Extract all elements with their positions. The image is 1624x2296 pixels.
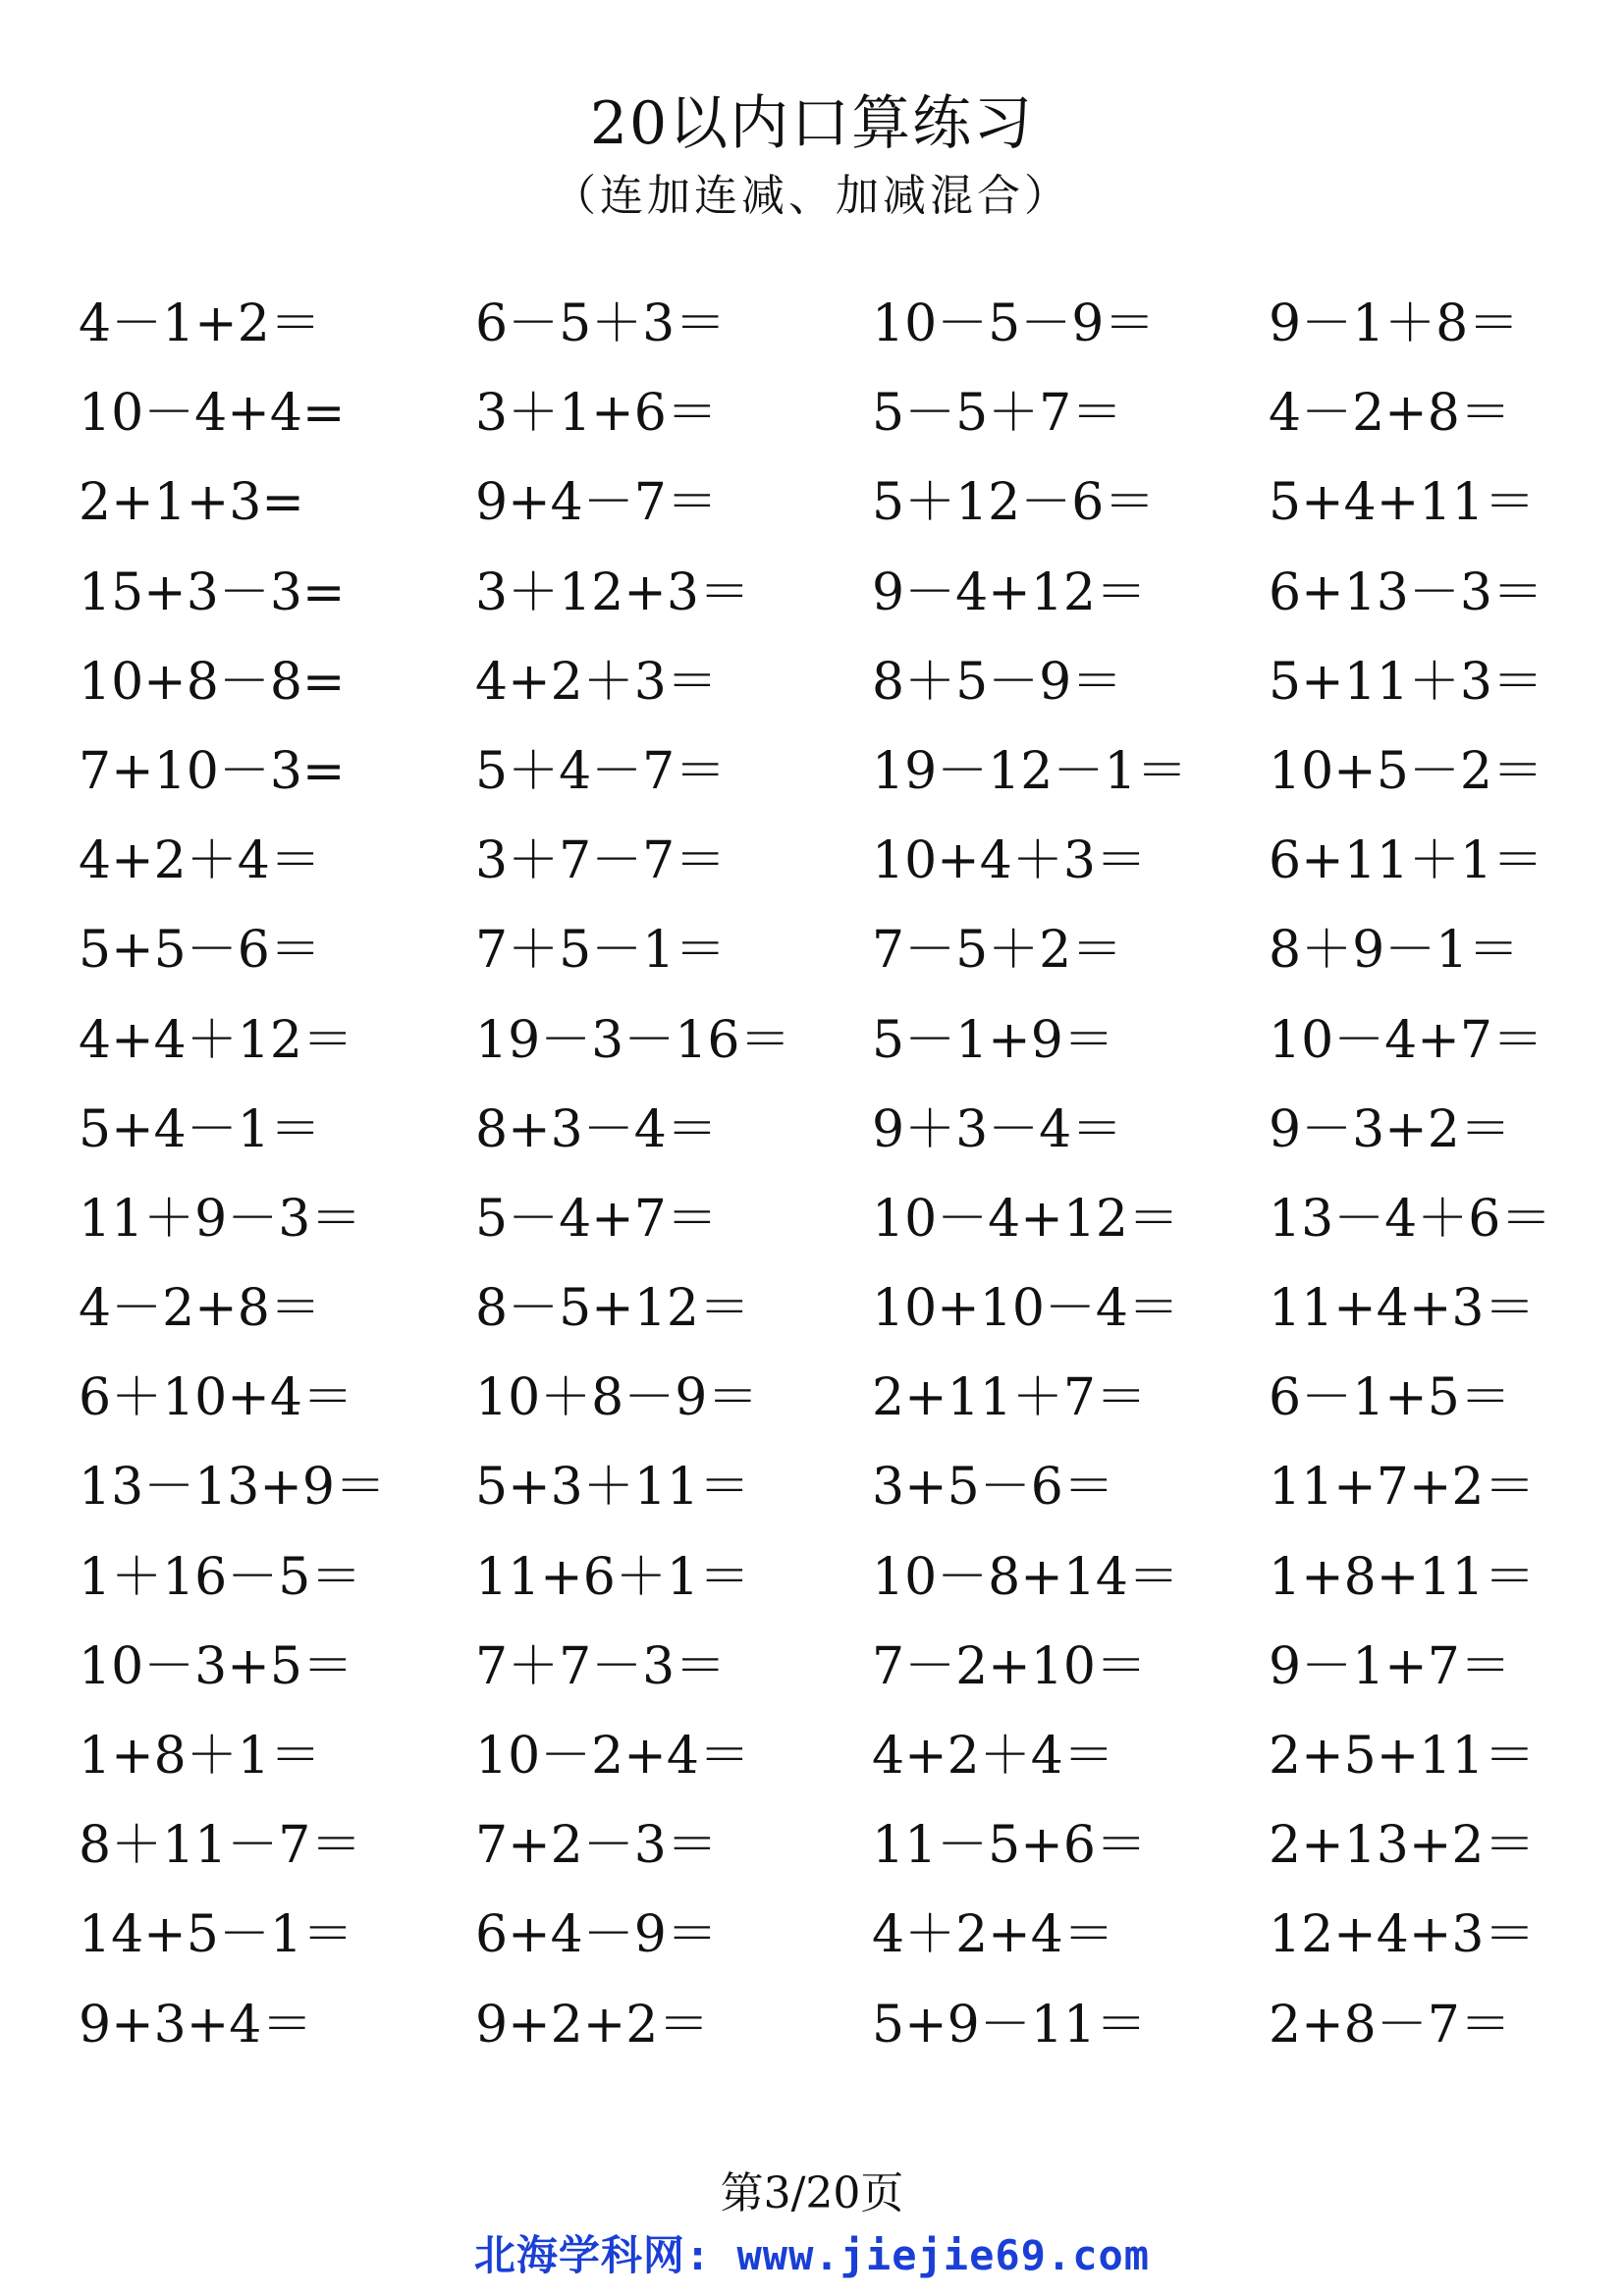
problem-item: 3＋1+6＝ <box>475 384 718 444</box>
problem-item: 9－3+2＝ <box>1269 1099 1511 1159</box>
problem-item: 9－4+12＝ <box>872 562 1147 622</box>
problem-item: 4＋2+4＝ <box>872 1905 1114 1965</box>
problem-item: 5－1+9＝ <box>872 1010 1114 1070</box>
problem-item: 5－5＋7＝ <box>872 384 1123 444</box>
problem-item: 11+4+3＝ <box>1269 1279 1536 1339</box>
problem-item: 7＋7－3＝ <box>475 1636 727 1696</box>
problem-item: 4－1+2＝ <box>79 294 321 353</box>
page-number: 第3/20页 <box>720 2168 904 2218</box>
problem-item: 2+13+2＝ <box>1269 1816 1536 1876</box>
problem-item: 5+11＋3＝ <box>1269 652 1543 712</box>
problem-item: 10－4+12＝ <box>872 1189 1179 1249</box>
problem-item: 9－1＋8＝ <box>1269 294 1520 353</box>
problem-item: 10＋8－9＝ <box>475 1368 759 1428</box>
problem-item: 1＋16－5＝ <box>79 1547 362 1607</box>
problem-item: 8+3－4＝ <box>475 1099 718 1159</box>
problem-item: 8＋5－9＝ <box>872 652 1123 712</box>
problem-item: 10+4＋3＝ <box>872 831 1147 891</box>
problem-item: 10+8－8= <box>79 652 346 712</box>
problem-item: 11+7+2＝ <box>1269 1458 1536 1518</box>
problem-item: 6－1+5＝ <box>1269 1368 1511 1428</box>
problem-item: 5+4－1＝ <box>79 1099 321 1159</box>
problem-item: 5+3＋11＝ <box>475 1458 750 1518</box>
problem-item: 1+8＋1＝ <box>79 1727 321 1786</box>
problem-item: 3＋12+3＝ <box>475 562 750 622</box>
problem-item: 3＋7－7＝ <box>475 831 727 891</box>
problem-item: 8＋9－1＝ <box>1269 921 1520 981</box>
problem-item: 10－8+14＝ <box>872 1547 1179 1607</box>
problem-item: 6－5＋3＝ <box>475 294 727 353</box>
problem-item: 9＋3－4＝ <box>872 1099 1123 1159</box>
problem-item: 4－2+8＝ <box>1269 384 1511 444</box>
problem-item: 9+3+4＝ <box>79 1995 313 2055</box>
problem-item: 6+4－9＝ <box>475 1905 718 1965</box>
problem-item: 11+6＋1＝ <box>475 1547 750 1607</box>
problem-item: 12+4+3＝ <box>1269 1905 1536 1965</box>
problem-item: 2+1+3= <box>79 473 304 533</box>
problem-item: 6+11＋1＝ <box>1269 831 1543 891</box>
problem-item: 8＋11－7＝ <box>79 1816 362 1876</box>
problem-item: 2+8－7＝ <box>1269 1995 1511 2055</box>
problem-item: 4+2＋4＝ <box>872 1727 1114 1786</box>
problem-item: 8－5+12＝ <box>475 1279 750 1339</box>
problem-item: 10－3+5＝ <box>79 1636 353 1696</box>
problem-item: 7－5＋2＝ <box>872 921 1123 981</box>
problem-item: 4+2＋4＝ <box>79 831 321 891</box>
problem-item: 3+5－6＝ <box>872 1458 1114 1518</box>
problem-item: 7－2+10＝ <box>872 1636 1147 1696</box>
problem-item: 13－4＋6＝ <box>1269 1189 1552 1249</box>
problem-item: 13－13+9＝ <box>79 1458 386 1518</box>
problem-item: 7+10－3= <box>79 741 346 801</box>
problem-item: 10－5－9＝ <box>872 294 1156 353</box>
problem-item: 5+5－6＝ <box>79 921 321 981</box>
problem-item: 10－4+4= <box>79 384 346 444</box>
problem-item: 11＋9－3＝ <box>79 1189 362 1249</box>
problem-item: 5＋4－7＝ <box>475 741 727 801</box>
problem-item: 1+8+11＝ <box>1269 1547 1536 1607</box>
problem-item: 9+4－7＝ <box>475 473 718 533</box>
problem-item: 4－2+8＝ <box>79 1279 321 1339</box>
problem-item: 10+10－4＝ <box>872 1279 1179 1339</box>
problem-item: 5＋12－6＝ <box>872 473 1156 533</box>
problem-item: 7+2－3＝ <box>475 1816 718 1876</box>
problem-grid <box>79 290 1610 2080</box>
problem-item: 5+9－11＝ <box>872 1995 1147 2055</box>
page-title: 20以内口算练习 <box>589 89 1035 158</box>
problem-item: 10－2+4＝ <box>475 1727 750 1786</box>
site-footer-link: 北海学科网: www.jiejie69.com <box>473 2231 1151 2279</box>
problem-item: 5+4+11＝ <box>1269 473 1536 533</box>
problem-item: 5－4+7＝ <box>475 1189 718 1249</box>
problem-item: 19－3－16＝ <box>475 1010 791 1070</box>
problem-item: 9+2+2＝ <box>475 1995 710 2055</box>
problem-item: 10－4+7＝ <box>1269 1010 1543 1070</box>
problem-item: 2+5+11＝ <box>1269 1727 1536 1786</box>
problem-item: 19－12－1＝ <box>872 741 1188 801</box>
problem-item: 6＋10+4＝ <box>79 1368 353 1428</box>
page-subtitle: （连加连减、加减混合） <box>553 171 1071 221</box>
problem-item: 7＋5－1＝ <box>475 921 727 981</box>
problem-item: 9－1+7＝ <box>1269 1636 1511 1696</box>
problem-item: 2+11＋7＝ <box>872 1368 1147 1428</box>
problem-item: 4+4＋12＝ <box>79 1010 353 1070</box>
problem-item: 4+2＋3＝ <box>475 652 718 712</box>
problem-item: 15+3－3= <box>79 562 346 622</box>
problem-item: 6+13－3＝ <box>1269 562 1543 622</box>
problem-item: 10+5－2＝ <box>1269 741 1543 801</box>
problem-item: 11－5+6＝ <box>872 1816 1147 1876</box>
problem-item: 14+5－1＝ <box>79 1905 353 1965</box>
